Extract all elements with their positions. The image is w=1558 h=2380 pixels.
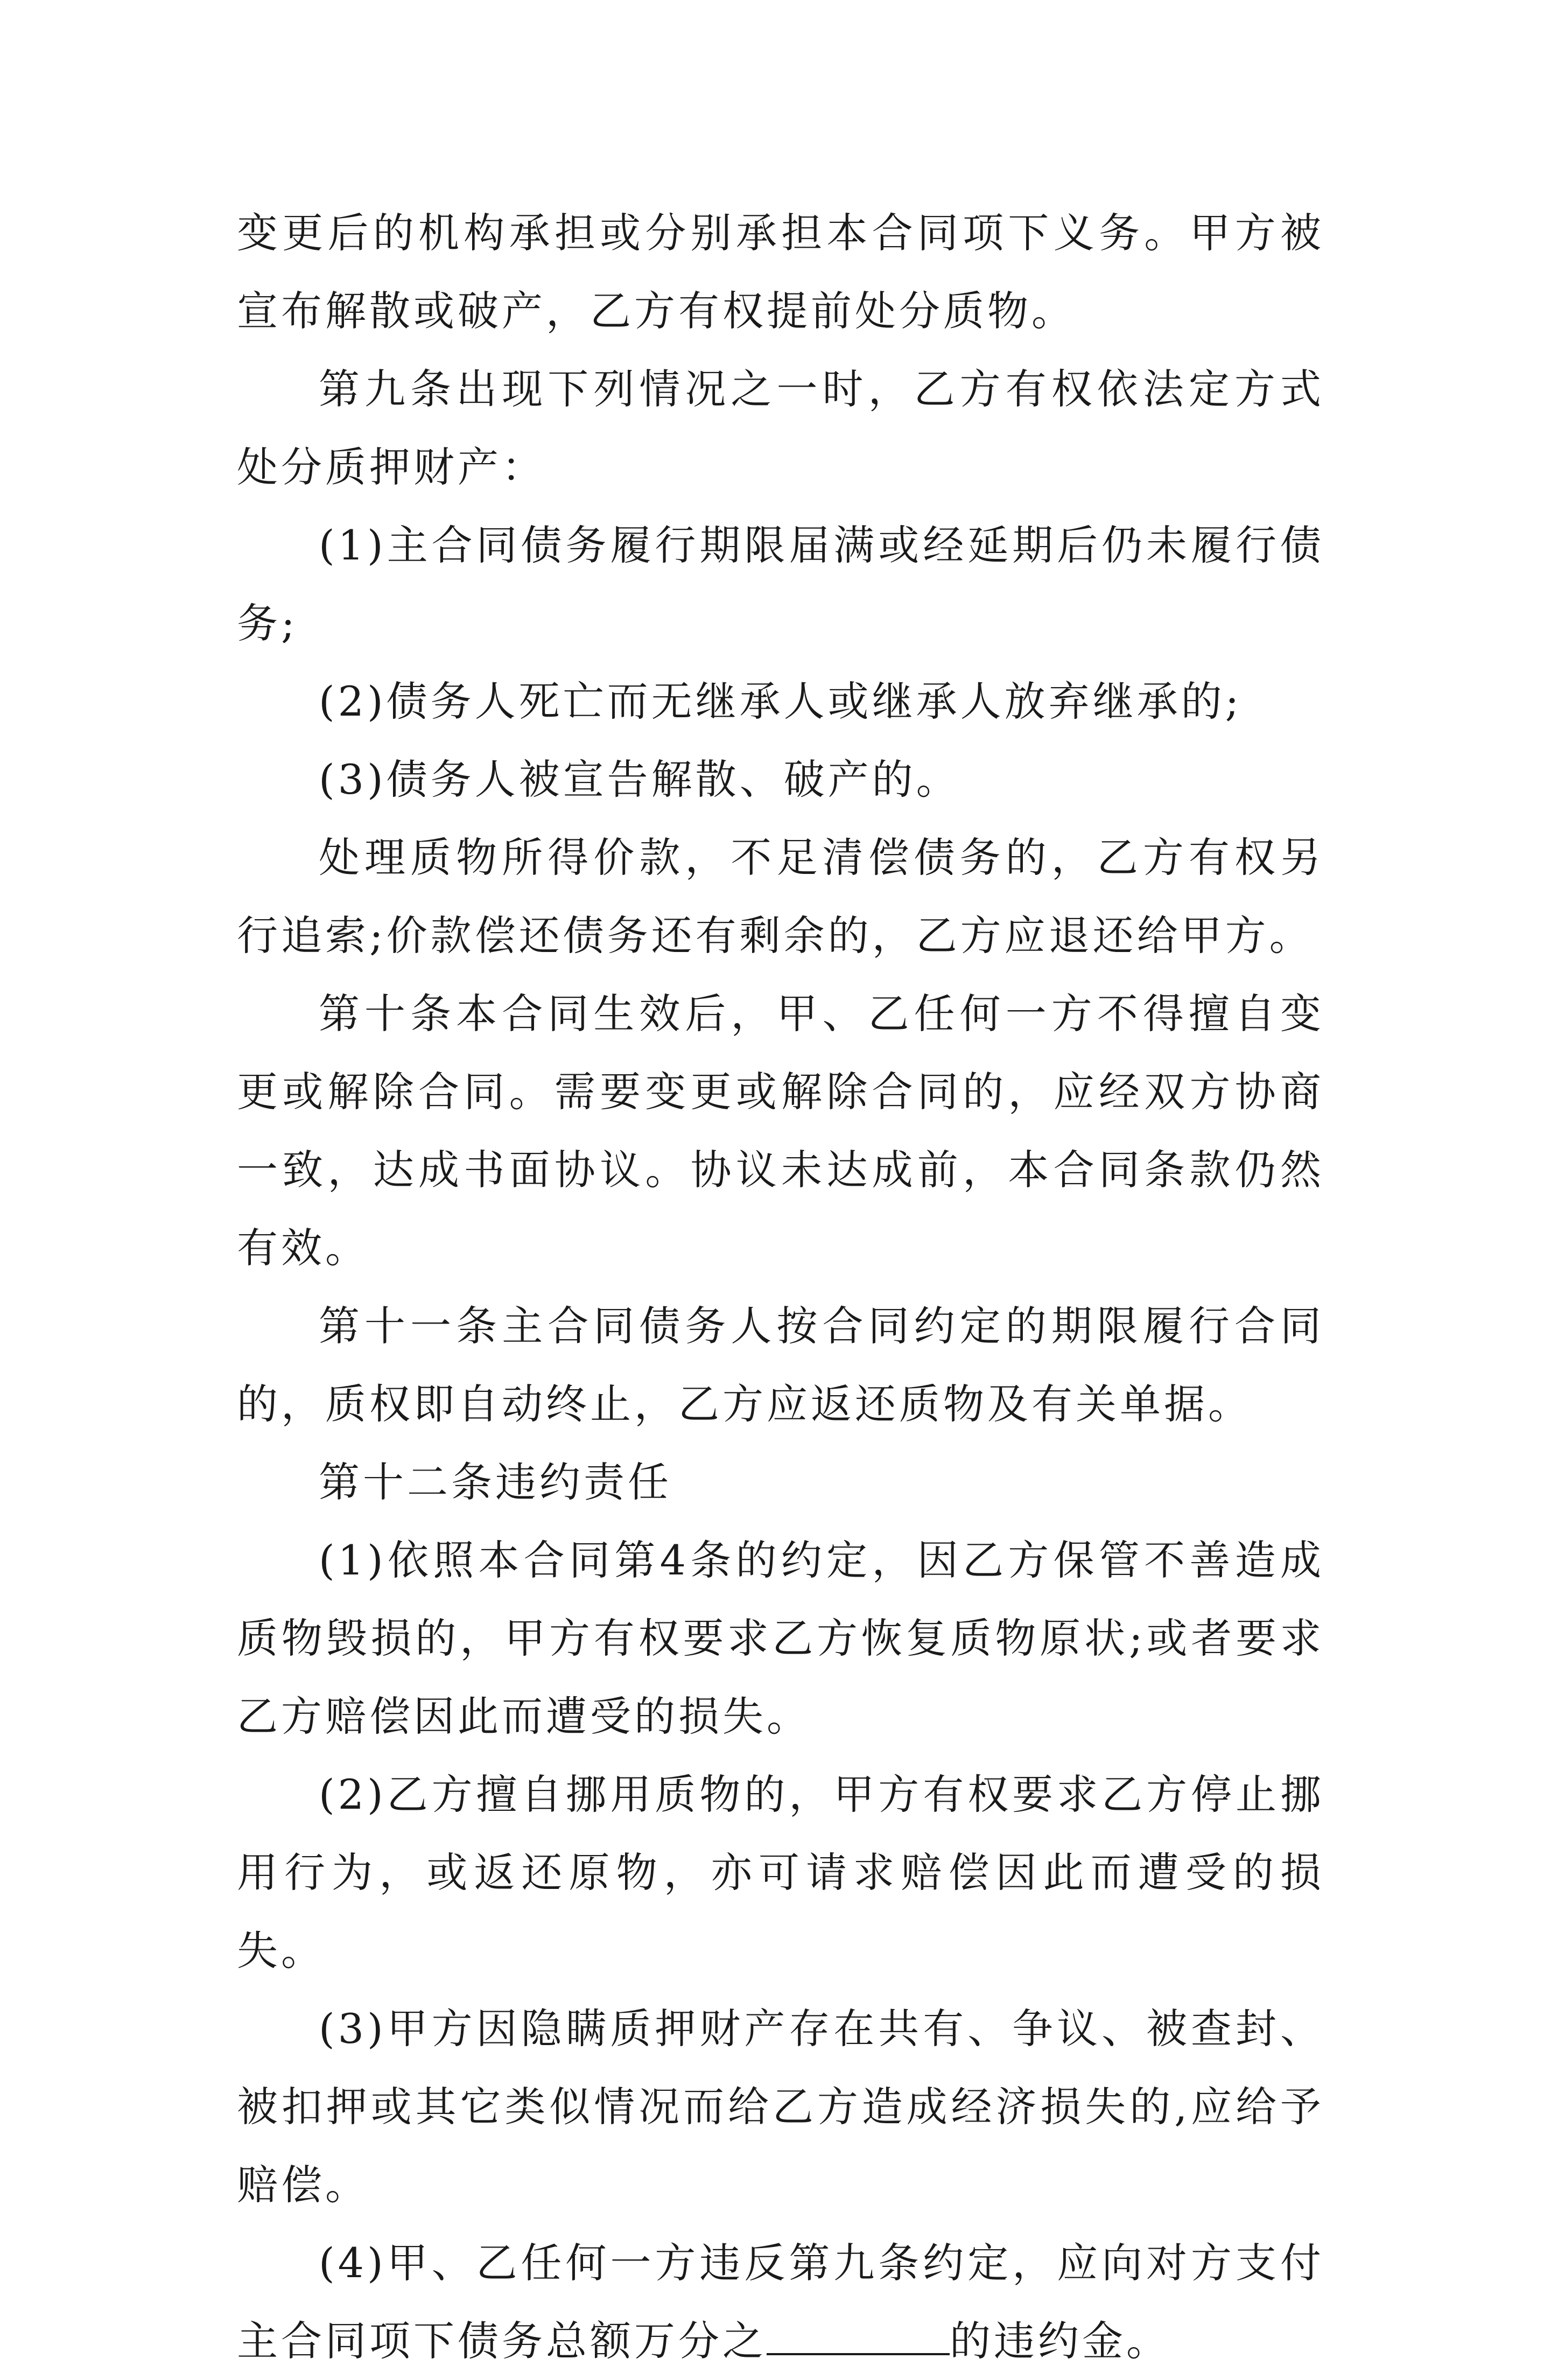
paragraph-liability-2: (2)乙方擅自挪用质物的，甲方有权要求乙方停止挪用行为，或返还原物，亦可请求赔偿因此而遭受的损失。 (237, 1770, 1324, 1975)
document-body (237, 194, 1324, 2380)
liability-4-text-before: (4)甲、乙任何一方违反第九条约定，应向对方支付主合同项下债务总额万分之 (237, 2239, 1324, 2365)
paragraph-liability-4 (237, 2224, 1324, 2380)
paragraph-proceeds: 处理质物所得价款，不足清偿债务的，乙方有权另行追索;价款偿还债务还有剩余的，乙方应退还给甲方。 (237, 834, 1324, 960)
liability-4-text-after: 的违约金。 (950, 2317, 1170, 2365)
paragraph-item-3: (3)债务人被宣告解散、破产的。 (319, 755, 960, 803)
fill-in-blank[interactable] (767, 2318, 950, 2355)
paragraph-article-9: 第九条出现下列情况之一时，乙方有权依法定方式处分质押财产： (237, 365, 1324, 491)
paragraph-continuation: 变更后的机构承担或分别承担本合同项下义务。甲方被宣布解散或破产，乙方有权提前处分质物。 (237, 209, 1324, 335)
paragraph-liability-3: (3)甲方因隐瞒质押财产存在共有、争议、被查封、被扣押或其它类似情况而给乙方造成经济损失的,应给予赔偿。 (237, 2005, 1324, 2209)
paragraph-liability-1: (1)依照本合同第4条的约定，因乙方保管不善造成质物毁损的，甲方有权要求乙方恢复质物原状;或者要求乙方赔偿因此而遭受的损失。 (237, 1536, 1324, 1740)
paragraph-article-11: 第十一条主合同债务人按合同约定的期限履行合同的，质权即自动终止，乙方应返还质物及有关单据。 (237, 1302, 1324, 1428)
paragraph-item-2: (2)债务人死亡而无继承人或继承人放弃继承的; (319, 677, 1243, 725)
paragraph-item-1: (1)主合同债务履行期限届满或经延期后仍未履行债务; (237, 521, 1324, 647)
paragraph-article-12-heading: 第十二条违约责任 (319, 1458, 672, 1506)
paragraph-article-10: 第十条本合同生效后，甲、乙任何一方不得擅自变更或解除合同。需要变更或解除合同的，应经双方协商一致，达成书面协议。协议未达成前，本合同条款仍然有效。 (237, 990, 1324, 1272)
